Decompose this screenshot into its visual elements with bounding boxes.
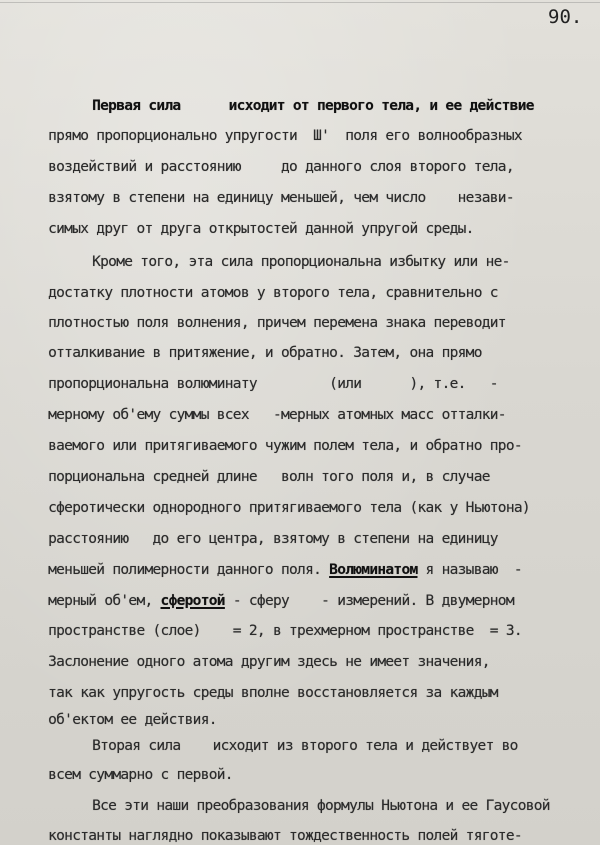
text-segment: об'ектом ее действия.	[48, 712, 217, 728]
defined-term: Волюминатом	[329, 562, 418, 578]
text-segment: Заслонение одного атома другим здесь не имеет значения,	[48, 654, 490, 670]
text-segment: всем суммарно с первой.	[48, 767, 233, 783]
text-segment: я называю -	[417, 562, 522, 578]
text-segment: мерному об'ему суммы всех -мерных атомных масс отталки-	[48, 407, 506, 423]
text-segment: достатку плотности атомов у второго тела, сравнительно с	[48, 285, 498, 301]
text-segment: Все эти наши преобразования формулы Ньютона и ее Гаусовой	[92, 798, 550, 814]
text-segment: взятому в степени на единицу меньшей, чем число незави-	[48, 190, 514, 206]
text-segment: пространстве (слое) = 2, в трехмерном пространстве = 3.	[48, 623, 522, 639]
text-segment: так как упругость среды вполне восстановляется за каждым	[48, 685, 498, 701]
text-segment: порциональна средней длине волн того поля и, в случае	[48, 469, 490, 485]
text-segment: плотностью поля волнения, причем перемена знака переводит	[48, 315, 506, 331]
text-line	[16, 806, 522, 845]
text-segment: прямо пропорционально упругости Ш' поля его волнообразных	[48, 128, 522, 144]
text-segment: мерный об'ем,	[48, 593, 161, 609]
text-segment: Первая сила исходит от первого тела, и ее действие	[92, 98, 534, 114]
text-segment: Кроме того, эта сила пропорциональна избытку или не-	[92, 254, 510, 270]
text-segment: Вторая сила исходит из второго тела и действует во	[92, 738, 518, 754]
text-segment: сферотически однородного притягиваемого тела (как у Ньютона)	[48, 500, 530, 516]
text-segment: отталкивание в притяжение, и обратно. Затем, она прямо	[48, 345, 482, 361]
text-segment: расстоянию до его центра, взятому в степени на единицу	[48, 531, 498, 547]
text-segment: - сферу - измерений. В двумерном	[224, 593, 514, 609]
text-segment: ваемого или притягиваемого чужим полем тела, и обратно про-	[48, 438, 522, 454]
page-number: 90.	[548, 6, 583, 28]
text-segment: меньшей полимерности данного поля.	[48, 562, 330, 578]
text-segment: воздействий и расстоянию до данного слоя второго тела,	[48, 159, 514, 175]
defined-term: сферотой	[160, 593, 225, 609]
text-segment: пропорциональна волюминату (или ), т.е. -	[48, 376, 498, 392]
text-segment: константы наглядно показывают тождественность полей тяготе-	[48, 828, 522, 844]
paper-crease	[0, 2, 600, 3]
text-segment: симых друг от друга открытостей данной упругой среды.	[48, 221, 474, 237]
